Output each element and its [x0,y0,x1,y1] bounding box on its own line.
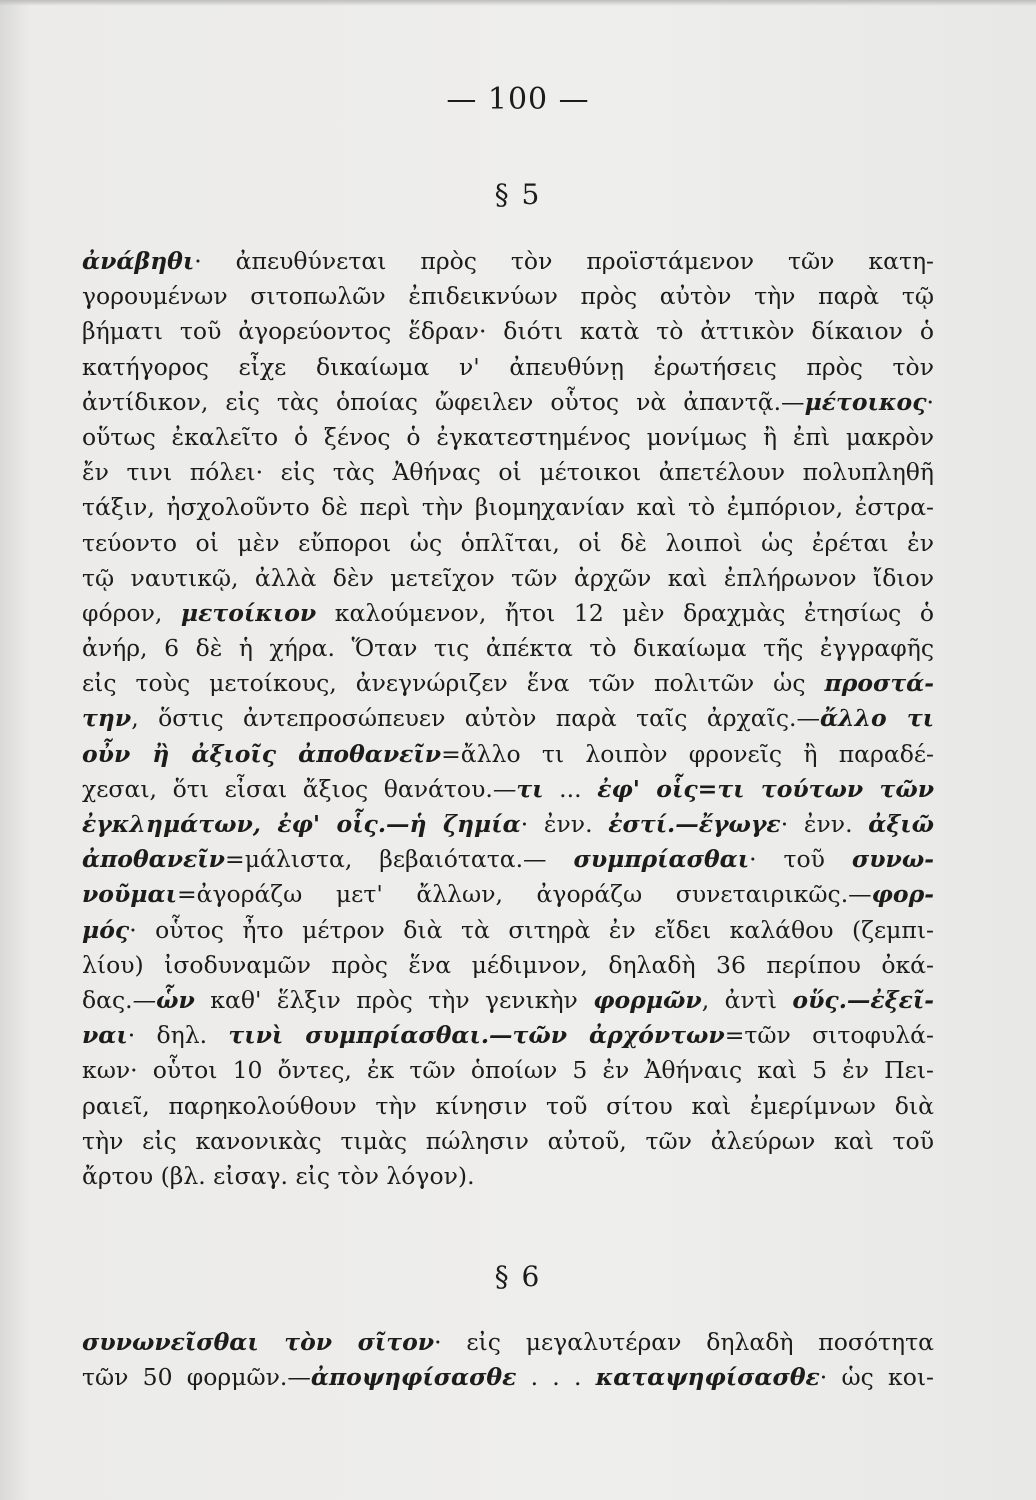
text-line [82,1018,934,1053]
commentary-text: φόρον, [82,598,181,627]
section-heading-5: § 5 [494,178,542,211]
commentary-text: · ὡς κοι- [819,1363,934,1392]
lemma-term: τι [516,774,544,803]
commentary-text: =ἄλλο τι λοιπὸν φρονεῖς ἢ παραδέ- [441,739,934,768]
commentary-text: · ἐνν. [520,810,609,838]
lemma-term: ἄλλο τι [819,704,934,733]
lemma-term: φορ- [871,880,934,909]
text-line [82,490,934,525]
text-line [82,350,934,385]
text-line [82,1360,934,1395]
commentary-text: =ἀγοράζω μετ' ἄλλων, ἀγοράζω συνεταιρικῶς.— [176,880,872,909]
section-6-text [82,1325,934,1395]
commentary-text: τάξιν, ἠσχολοῦντο δὲ περὶ τὴν βιομηχανίαν καὶ τὸ ἐμπόριον, ἐστρα- [82,493,934,522]
lemma-term: τινὶ συμπρίασθαι.—τῶν ἀρχόντων [228,1021,725,1050]
lemma-term: μέτοικος [804,387,927,416]
lemma-term: ἀνάβηθι [82,247,195,275]
commentary-text: κατήγορος εἶχε δικαίωμα ν' ἀπευθύνῃ ἐρωτήσεις πρὸς τὸν [82,352,934,381]
commentary-text: ἔν τινι πόλει· εἰς τὰς Ἀθήνας οἱ μέτοικοι ἀπετέλουν πολυπληθῆ [82,458,934,487]
text-line [82,385,934,420]
text-line [82,983,934,1018]
commentary-text: κων· οὗτοι 10 ὄντες, ἐκ τῶν ὁποίων 5 ἐν Ἀθήναις καὶ 5 ἐν Πει- [82,1056,934,1085]
text-line [82,455,934,490]
lemma-term: συνωνεῖσθαι τὸν σῖτον [82,1328,435,1356]
lemma-term: συμπρίασθαι [573,845,750,874]
text-line [82,913,934,948]
lemma-term: μός [82,915,130,944]
lemma-term: την [82,704,132,733]
lemma-term: συνω- [851,845,934,874]
commentary-text: · ἀπευθύνεται πρὸς τὸν προϊστάμενον τῶν κατη- [194,247,934,275]
text-line [82,666,934,701]
lemma-term: φορμῶν [593,985,702,1014]
commentary-text: =μάλιστα, βεβαιότατα.— [225,845,574,874]
text-line [82,420,934,455]
lemma-term: ἀξιῶ [868,810,934,838]
lemma-term: ἐστί.—ἔγωγε [608,810,781,838]
page-number: — 100 — [446,82,590,117]
lemma-term: οὖν ἢ ἀξιοῖς ἀποθανεῖν [82,739,442,768]
text-line [82,631,934,666]
commentary-text: =τῶν σιτοφυλά- [724,1021,934,1050]
lemma-term: καταψηφίσασθε [595,1363,820,1392]
commentary-text: · [926,387,934,416]
commentary-text: · δηλ. [127,1021,229,1050]
commentary-text: τεύοντο οἱ μὲν εὔποροι ὡς ὁπλῖται, οἱ δὲ λοιποὶ ὡς ἐρέται ἐν [82,528,934,557]
text-line [82,772,934,807]
text-line [82,701,934,736]
commentary-text: λίου) ἰσοδυναμῶν πρὸς ἕνα μέδιμνον, δηλαδὴ 36 περίπου ὀκά- [82,950,934,979]
commentary-text: τῶν 50 φορμῶν.— [82,1363,311,1392]
text-line [82,842,934,877]
lemma-term: ἐγκλημάτων, ἐφ' οἷς.—ἡ ζημία [82,810,521,838]
lemma-term: ἐφ' οἷς=τι τούτων τῶν [597,774,934,803]
text-line [82,877,934,912]
text-line [82,1325,934,1360]
lemma-term: ἀποψηφίσασθε [310,1363,517,1392]
commentary-text: . . . [516,1363,596,1392]
text-line [82,596,934,631]
commentary-text: ἄρτου (βλ. εἰσαγ. εἰς τὸν λόγον). [82,1161,475,1190]
commentary-text: καθ' ἕλξιν πρὸς τὴν γενικὴν [194,985,594,1014]
lemma-term: ἀποθανεῖν [82,845,225,874]
commentary-text: ... [543,774,598,803]
commentary-text: · ἐνν. [780,810,869,838]
lemma-term: νοῦμαι [82,880,177,909]
commentary-text: εἰς τοὺς μετοίκους, ἀνεγνώριζεν ἕνα τῶν πολιτῶν ὡς [82,669,825,698]
lemma-term: οὕς.—ἐξεῖ- [792,985,934,1014]
commentary-text: τὴν εἰς κανονικὰς τιμὰς πώλησιν αὐτοῦ, τῶν ἀλεύρων καὶ τοῦ [82,1126,934,1155]
commentary-text: , ὅστις ἀντεπροσώπευεν αὐτὸν παρὰ ταῖς ἀρχαῖς.— [131,704,820,733]
commentary-text: ἀντίδικον, εἰς τὰς ὁποίας ὤφειλεν οὗτος νὰ ἀπαντᾷ.— [82,387,805,416]
commentary-text: γορουμένων σιτοπωλῶν ἐπιδεικνύων πρὸς αὐτὸν τὴν παρὰ τῷ [82,282,934,311]
commentary-text: ἀνήρ, 6 δὲ ἡ χήρα. Ὅταν τις ἀπέκτα τὸ δικαίωμα τῆς ἐγγραφῆς [82,634,934,663]
commentary-text: · εἰς μεγαλυτέραν δηλαδὴ ποσότητα [434,1328,934,1356]
commentary-text: ραιεῖ, παρηκολούθουν τὴν κίνησιν τοῦ σίτου καὶ ἐμερίμνων διὰ [82,1091,934,1120]
text-line [82,561,934,596]
commentary-text: , ἀντὶ [701,985,793,1014]
text-line [82,807,934,842]
text-line [82,1089,934,1124]
commentary-text: χεσαι, ὅτι εἶσαι ἄξιος θανάτου.— [82,774,517,803]
text-line [82,314,934,349]
text-line [82,1124,934,1159]
text-line [82,1053,934,1088]
commentary-text: τῷ ναυτικῷ, ἀλλὰ δὲν μετεῖχον τῶν ἀρχῶν καὶ ἐπλήρωνον ἴδιον [82,563,934,592]
commentary-text: βήματι τοῦ ἀγορεύοντος ἕδραν· διότι κατὰ τὸ ἀττικὸν δίκαιον ὁ [82,317,934,346]
lemma-term: ναι [82,1021,128,1050]
section-heading-6: § 6 [494,1260,542,1293]
text-line [82,526,934,561]
text-line [82,737,934,772]
commentary-text: · οὗτος ἦτο μέτρον διὰ τὰ σιτηρὰ ἐν εἴδει καλάθου (ζεμπι- [129,915,934,944]
commentary-text: δας.— [82,985,157,1014]
lemma-term: προστά- [824,669,934,698]
text-line [82,1159,934,1194]
commentary-text: καλούμενον, ἤτοι 12 μὲν δραχμὰς ἐτησίως ὁ [316,598,934,627]
text-line [82,948,934,983]
lemma-term: ὧν [156,985,195,1014]
text-line [82,244,934,279]
page-edge-shadow [0,0,1036,6]
commentary-text: · τοῦ [749,845,852,874]
commentary-text: οὕτως ἐκαλεῖτο ὁ ξένος ὁ ἐγκατεστημένος μονίμως ἢ ἐπὶ μακρὸν [82,422,934,451]
text-line [82,279,934,314]
lemma-term: μετοίκιον [180,598,317,627]
section-5-text [82,244,934,1194]
